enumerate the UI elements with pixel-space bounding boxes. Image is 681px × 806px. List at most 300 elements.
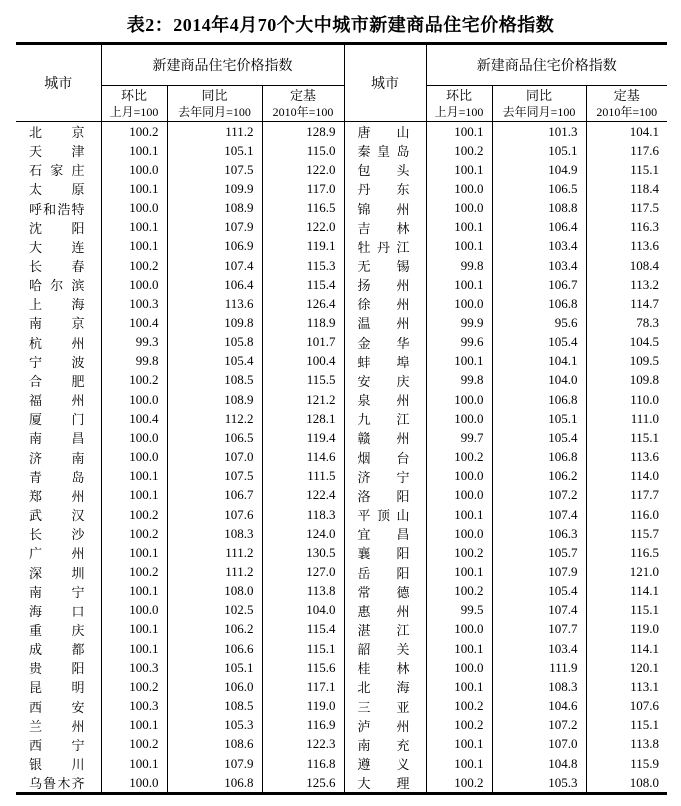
- city-name: 大理: [357, 776, 410, 792]
- city-cell-left: [16, 486, 101, 505]
- city-cell-left: [16, 371, 101, 390]
- mom-cell-left: 100.1: [101, 486, 167, 505]
- table-row: [16, 371, 667, 390]
- city-cell-left: [16, 448, 101, 467]
- base-cell-right: 104.5: [586, 333, 667, 352]
- mom-cell-right: 100.0: [426, 658, 492, 677]
- city-name: 唐山: [357, 125, 410, 140]
- yoy-cell-right: 104.6: [492, 697, 586, 716]
- city-name: 泸州: [357, 718, 410, 734]
- header-yoy-left: [167, 86, 262, 122]
- mom-cell-right: 100.2: [426, 582, 492, 601]
- base-cell-right: 119.0: [586, 620, 667, 639]
- yoy-cell-right: 107.2: [492, 486, 586, 505]
- mom-cell-right: 100.1: [426, 677, 492, 696]
- city-cell-left: [16, 256, 101, 275]
- yoy-cell-left: 106.0: [167, 677, 262, 696]
- table-row: [16, 524, 667, 543]
- table-row: [16, 505, 667, 524]
- mom-cell-left: 100.0: [101, 160, 167, 179]
- base-cell-right: 113.8: [586, 735, 667, 754]
- table-row: [16, 773, 667, 794]
- city-name: 宜昌: [357, 527, 410, 543]
- city-name: 哈尔滨: [29, 278, 85, 294]
- table-row: [16, 333, 667, 352]
- yoy-cell-left: 106.2: [167, 620, 262, 639]
- city-cell-right: [344, 160, 426, 179]
- mom-cell-left: 100.2: [101, 256, 167, 275]
- yoy-cell-right: 111.9: [492, 658, 586, 677]
- fixed-base-label: 定基: [613, 88, 640, 103]
- yoy-cell-right: 107.0: [492, 735, 586, 754]
- table-row: [16, 639, 667, 658]
- city-name: 徐州: [357, 297, 410, 313]
- mom-cell-left: 100.2: [101, 524, 167, 543]
- city-name: 无锡: [357, 259, 410, 275]
- city-cell-right: [344, 428, 426, 447]
- table-row: [16, 448, 667, 467]
- yoy-cell-right: 104.8: [492, 754, 586, 773]
- base-cell-left: 122.3: [262, 735, 344, 754]
- yoy-cell-right: 106.3: [492, 524, 586, 543]
- mom-cell-right: 100.0: [426, 198, 492, 217]
- mom-cell-left: 100.2: [101, 122, 167, 142]
- city-name: 太原: [29, 182, 85, 198]
- yoy-cell-left: 107.5: [167, 160, 262, 179]
- city-name: 贵阳: [29, 661, 85, 677]
- mom-cell-right: 100.0: [426, 524, 492, 543]
- city-cell-left: [16, 409, 101, 428]
- base-cell-right: 111.0: [586, 409, 667, 428]
- base-cell-right: 109.8: [586, 371, 667, 390]
- city-cell-left: [16, 505, 101, 524]
- table-row: [16, 467, 667, 486]
- city-name: 九江: [357, 412, 410, 428]
- city-name: 安庆: [357, 373, 410, 389]
- base-cell-right: 108.0: [586, 773, 667, 794]
- yoy-cell-right: 101.3: [492, 122, 586, 142]
- yoy-cell-left: 105.1: [167, 658, 262, 677]
- table-row: [16, 122, 667, 142]
- yoy-cell-right: 106.8: [492, 294, 586, 313]
- yoy-cell-left: 111.2: [167, 543, 262, 562]
- mom-cell-right: 100.0: [426, 294, 492, 313]
- yoy-cell-right: 104.9: [492, 160, 586, 179]
- base-cell-right: 115.1: [586, 716, 667, 735]
- base-cell-left: 100.4: [262, 352, 344, 371]
- yoy-cell-right: 106.4: [492, 218, 586, 237]
- city-cell-left: [16, 467, 101, 486]
- price-index-table: [16, 42, 667, 795]
- table-row: [16, 677, 667, 696]
- city-cell-right: [344, 467, 426, 486]
- city-cell-left: [16, 582, 101, 601]
- table-row: [16, 198, 667, 217]
- mom-cell-left: 100.4: [101, 313, 167, 332]
- city-cell-left: [16, 428, 101, 447]
- mom-cell-right: 100.2: [426, 697, 492, 716]
- city-cell-left: [16, 333, 101, 352]
- yoy-label: 同比: [201, 88, 228, 103]
- city-cell-left: [16, 179, 101, 198]
- yoy-cell-right: 107.9: [492, 562, 586, 581]
- base-cell-left: 116.9: [262, 716, 344, 735]
- mom-cell-left: 100.0: [101, 428, 167, 447]
- base-cell-left: 125.6: [262, 773, 344, 794]
- base-cell-left: 128.1: [262, 409, 344, 428]
- city-name: 蚌埠: [357, 354, 410, 370]
- city-cell-left: [16, 198, 101, 217]
- header-row-1: [16, 44, 667, 86]
- city-name: 韶关: [357, 642, 410, 658]
- mom-cell-left: 100.1: [101, 639, 167, 658]
- table-row: [16, 390, 667, 409]
- mom-cell-right: 99.7: [426, 428, 492, 447]
- yoy-cell-left: 112.2: [167, 409, 262, 428]
- city-name: 南京: [29, 316, 85, 332]
- base-cell-right: 116.3: [586, 218, 667, 237]
- base-cell-right: 117.5: [586, 198, 667, 217]
- base-cell-right: 107.6: [586, 697, 667, 716]
- city-cell-left: [16, 237, 101, 256]
- city-name: 昆明: [29, 680, 85, 696]
- mom-cell-right: 100.2: [426, 543, 492, 562]
- header-yoy-right: [492, 86, 586, 122]
- city-name: 三亚: [357, 699, 410, 715]
- base-cell-right: 113.2: [586, 275, 667, 294]
- mom-cell-left: 100.2: [101, 371, 167, 390]
- city-cell-right: [344, 486, 426, 505]
- city-name: 厦门: [29, 412, 85, 428]
- city-name: 西安: [29, 699, 85, 715]
- table-header: [16, 44, 667, 122]
- city-name: 深圳: [29, 565, 85, 581]
- city-cell-right: [344, 275, 426, 294]
- city-cell-right: [344, 237, 426, 256]
- mom-cell-right: 100.0: [426, 179, 492, 198]
- yoy-cell-right: 103.4: [492, 237, 586, 256]
- city-cell-left: [16, 735, 101, 754]
- mom-base-label: 上月=100: [434, 105, 484, 119]
- table-row: [16, 562, 667, 581]
- yoy-cell-right: 105.4: [492, 582, 586, 601]
- city-name: 秦皇岛: [357, 144, 410, 160]
- city-cell-right: [344, 735, 426, 754]
- city-name: 长沙: [29, 527, 85, 543]
- city-name: 沈阳: [29, 220, 85, 236]
- city-name: 重庆: [29, 622, 85, 638]
- base-cell-left: 104.0: [262, 601, 344, 620]
- yoy-cell-left: 108.9: [167, 390, 262, 409]
- base-cell-right: 114.1: [586, 582, 667, 601]
- city-cell-left: [16, 658, 101, 677]
- mom-cell-right: 100.0: [426, 409, 492, 428]
- city-name: 岳阳: [357, 565, 410, 581]
- city-name: 上海: [29, 297, 85, 313]
- yoy-cell-right: 104.0: [492, 371, 586, 390]
- city-cell-right: [344, 371, 426, 390]
- yoy-cell-left: 105.3: [167, 716, 262, 735]
- city-name: 襄阳: [357, 546, 410, 562]
- mom-cell-right: 100.1: [426, 754, 492, 773]
- base-cell-left: 117.1: [262, 677, 344, 696]
- city-cell-right: [344, 505, 426, 524]
- city-cell-right: [344, 256, 426, 275]
- base-cell-left: 122.4: [262, 486, 344, 505]
- city-name: 南宁: [29, 584, 85, 600]
- mom-cell-left: 100.0: [101, 448, 167, 467]
- city-cell-left: [16, 141, 101, 160]
- yoy-cell-left: 107.9: [167, 218, 262, 237]
- base-cell-right: 78.3: [586, 313, 667, 332]
- yoy-cell-right: 107.2: [492, 716, 586, 735]
- city-name: 合肥: [29, 373, 85, 389]
- mom-cell-left: 100.1: [101, 543, 167, 562]
- city-name: 广州: [29, 546, 85, 562]
- table-row: [16, 486, 667, 505]
- yoy-cell-right: 106.5: [492, 179, 586, 198]
- city-name: 温州: [357, 316, 410, 332]
- mom-cell-left: 100.1: [101, 179, 167, 198]
- city-cell-right: [344, 524, 426, 543]
- table-row: [16, 697, 667, 716]
- city-cell-right: [344, 352, 426, 371]
- base-cell-right: 115.9: [586, 754, 667, 773]
- mom-base-label: 上月=100: [109, 105, 159, 119]
- city-cell-left: [16, 390, 101, 409]
- city-name: 济宁: [357, 469, 410, 485]
- city-name: 赣州: [357, 431, 410, 447]
- city-cell-left: [16, 122, 101, 142]
- base-cell-right: 116.5: [586, 543, 667, 562]
- city-name: 南充: [357, 737, 410, 753]
- yoy-cell-left: 108.0: [167, 582, 262, 601]
- mom-cell-left: 100.0: [101, 390, 167, 409]
- city-name: 武汉: [29, 508, 85, 524]
- city-name: 遵义: [357, 757, 410, 773]
- city-name: 金华: [357, 335, 410, 351]
- city-cell-left: [16, 639, 101, 658]
- base-cell-left: 115.0: [262, 141, 344, 160]
- city-cell-right: [344, 697, 426, 716]
- city-name: 长春: [29, 259, 85, 275]
- table-row: [16, 543, 667, 562]
- header-city-right: 城市: [344, 44, 426, 122]
- city-name: 海口: [29, 603, 85, 619]
- city-name: 泉州: [357, 393, 410, 409]
- city-name: 大连: [29, 239, 85, 255]
- city-name: 锦州: [357, 201, 410, 217]
- yoy-cell-right: 106.7: [492, 275, 586, 294]
- fixed-base-year-label: 2010年=100: [272, 105, 334, 119]
- mom-cell-left: 100.1: [101, 218, 167, 237]
- mom-label: 环比: [120, 88, 147, 103]
- base-cell-left: 114.6: [262, 448, 344, 467]
- base-cell-left: 119.0: [262, 697, 344, 716]
- city-name: 北海: [357, 680, 410, 696]
- mom-cell-right: 100.1: [426, 237, 492, 256]
- yoy-cell-right: 105.1: [492, 141, 586, 160]
- yoy-cell-left: 106.8: [167, 773, 262, 794]
- city-cell-left: [16, 773, 101, 794]
- header-fixed-base-right: [586, 86, 667, 122]
- base-cell-left: 122.0: [262, 160, 344, 179]
- city-cell-left: [16, 294, 101, 313]
- yoy-cell-right: 108.8: [492, 198, 586, 217]
- table-row: [16, 179, 667, 198]
- yoy-cell-left: 111.2: [167, 122, 262, 142]
- table-body: [16, 122, 667, 794]
- base-cell-right: 115.1: [586, 428, 667, 447]
- table-row: [16, 352, 667, 371]
- header-fixed-base-left: [262, 86, 344, 122]
- city-cell-left: [16, 524, 101, 543]
- yoy-cell-right: 105.4: [492, 333, 586, 352]
- base-cell-right: 115.1: [586, 601, 667, 620]
- city-cell-right: [344, 543, 426, 562]
- table-row: [16, 237, 667, 256]
- header-index-group-right: 新建商品住宅价格指数: [426, 44, 667, 86]
- city-name: 吉林: [357, 220, 410, 236]
- base-cell-left: 101.7: [262, 333, 344, 352]
- mom-cell-right: 99.5: [426, 601, 492, 620]
- yoy-cell-left: 105.1: [167, 141, 262, 160]
- table-title: 表2：2014年4月70个大中城市新建商品住宅价格指数: [126, 15, 555, 35]
- table-row: [16, 735, 667, 754]
- city-cell-right: [344, 141, 426, 160]
- header-row-2: [16, 86, 667, 122]
- city-name: 烟台: [357, 450, 410, 466]
- mom-cell-right: 100.1: [426, 639, 492, 658]
- city-cell-right: [344, 294, 426, 313]
- city-name: 石家庄: [29, 163, 85, 179]
- yoy-cell-left: 107.4: [167, 256, 262, 275]
- base-cell-right: 114.1: [586, 639, 667, 658]
- city-name: 洛阳: [357, 488, 410, 504]
- base-cell-right: 113.6: [586, 237, 667, 256]
- yoy-cell-left: 108.5: [167, 371, 262, 390]
- base-cell-left: 116.5: [262, 198, 344, 217]
- mom-cell-right: 100.2: [426, 716, 492, 735]
- base-cell-left: 115.5: [262, 371, 344, 390]
- yoy-cell-right: 103.4: [492, 256, 586, 275]
- mom-cell-left: 99.8: [101, 352, 167, 371]
- city-cell-right: [344, 773, 426, 794]
- city-name: 福州: [29, 393, 85, 409]
- yoy-cell-right: 105.3: [492, 773, 586, 794]
- mom-cell-left: 100.1: [101, 716, 167, 735]
- base-cell-left: 118.3: [262, 505, 344, 524]
- mom-cell-left: 100.2: [101, 562, 167, 581]
- table-row: [16, 428, 667, 447]
- table-row: [16, 658, 667, 677]
- base-cell-left: 119.1: [262, 237, 344, 256]
- yoy-cell-left: 113.6: [167, 294, 262, 313]
- mom-cell-left: 100.0: [101, 275, 167, 294]
- yoy-cell-right: 106.2: [492, 467, 586, 486]
- city-cell-left: [16, 562, 101, 581]
- mom-cell-right: 100.1: [426, 505, 492, 524]
- city-cell-right: [344, 218, 426, 237]
- city-cell-left: [16, 543, 101, 562]
- yoy-cell-right: 105.4: [492, 428, 586, 447]
- city-cell-right: [344, 198, 426, 217]
- table-row: [16, 160, 667, 179]
- base-cell-left: 115.3: [262, 256, 344, 275]
- table-row: [16, 716, 667, 735]
- mom-cell-right: 99.8: [426, 256, 492, 275]
- table-row: [16, 218, 667, 237]
- base-cell-right: 115.1: [586, 160, 667, 179]
- header-mom-right: [426, 86, 492, 122]
- mom-cell-right: 100.1: [426, 352, 492, 371]
- yoy-cell-right: 105.1: [492, 409, 586, 428]
- city-name: 天津: [29, 144, 85, 160]
- mom-cell-left: 100.1: [101, 582, 167, 601]
- yoy-cell-left: 106.9: [167, 237, 262, 256]
- mom-cell-right: 99.6: [426, 333, 492, 352]
- base-cell-left: 119.4: [262, 428, 344, 447]
- city-name: 扬州: [357, 278, 410, 294]
- yoy-cell-left: 111.2: [167, 562, 262, 581]
- base-cell-right: 114.7: [586, 294, 667, 313]
- city-cell-left: [16, 218, 101, 237]
- table-row: [16, 141, 667, 160]
- yoy-cell-left: 107.5: [167, 467, 262, 486]
- city-name: 银川: [29, 757, 85, 773]
- mom-cell-right: 100.2: [426, 141, 492, 160]
- city-name: 济南: [29, 450, 85, 466]
- city-cell-right: [344, 601, 426, 620]
- mom-cell-left: 100.0: [101, 198, 167, 217]
- mom-cell-right: 100.1: [426, 275, 492, 294]
- city-cell-left: [16, 697, 101, 716]
- base-cell-left: 116.8: [262, 754, 344, 773]
- mom-cell-right: 100.1: [426, 160, 492, 179]
- yoy-base-label: 去年同月=100: [178, 105, 251, 119]
- yoy-cell-right: 105.7: [492, 543, 586, 562]
- table-row: [16, 313, 667, 332]
- mom-cell-right: 100.0: [426, 467, 492, 486]
- base-cell-left: 117.0: [262, 179, 344, 198]
- city-name: 常德: [357, 584, 410, 600]
- city-name: 杭州: [29, 335, 85, 351]
- yoy-cell-right: 104.1: [492, 352, 586, 371]
- mom-cell-left: 100.1: [101, 754, 167, 773]
- mom-cell-left: 100.2: [101, 677, 167, 696]
- base-cell-right: 117.7: [586, 486, 667, 505]
- base-cell-left: 130.5: [262, 543, 344, 562]
- table-row: [16, 275, 667, 294]
- city-name: 西宁: [29, 737, 85, 753]
- mom-cell-left: 100.3: [101, 697, 167, 716]
- mom-cell-left: 100.2: [101, 505, 167, 524]
- table-row: [16, 620, 667, 639]
- base-cell-right: 121.0: [586, 562, 667, 581]
- mom-label: 环比: [445, 88, 472, 103]
- base-cell-right: 104.1: [586, 122, 667, 142]
- mom-cell-left: 100.2: [101, 735, 167, 754]
- yoy-cell-right: 106.8: [492, 390, 586, 409]
- table-row: [16, 256, 667, 275]
- base-cell-right: 115.7: [586, 524, 667, 543]
- base-cell-right: 113.6: [586, 448, 667, 467]
- base-cell-right: 108.4: [586, 256, 667, 275]
- base-cell-left: 115.6: [262, 658, 344, 677]
- city-name: 宁波: [29, 354, 85, 370]
- base-cell-left: 121.2: [262, 390, 344, 409]
- city-name: 牡丹江: [357, 239, 410, 255]
